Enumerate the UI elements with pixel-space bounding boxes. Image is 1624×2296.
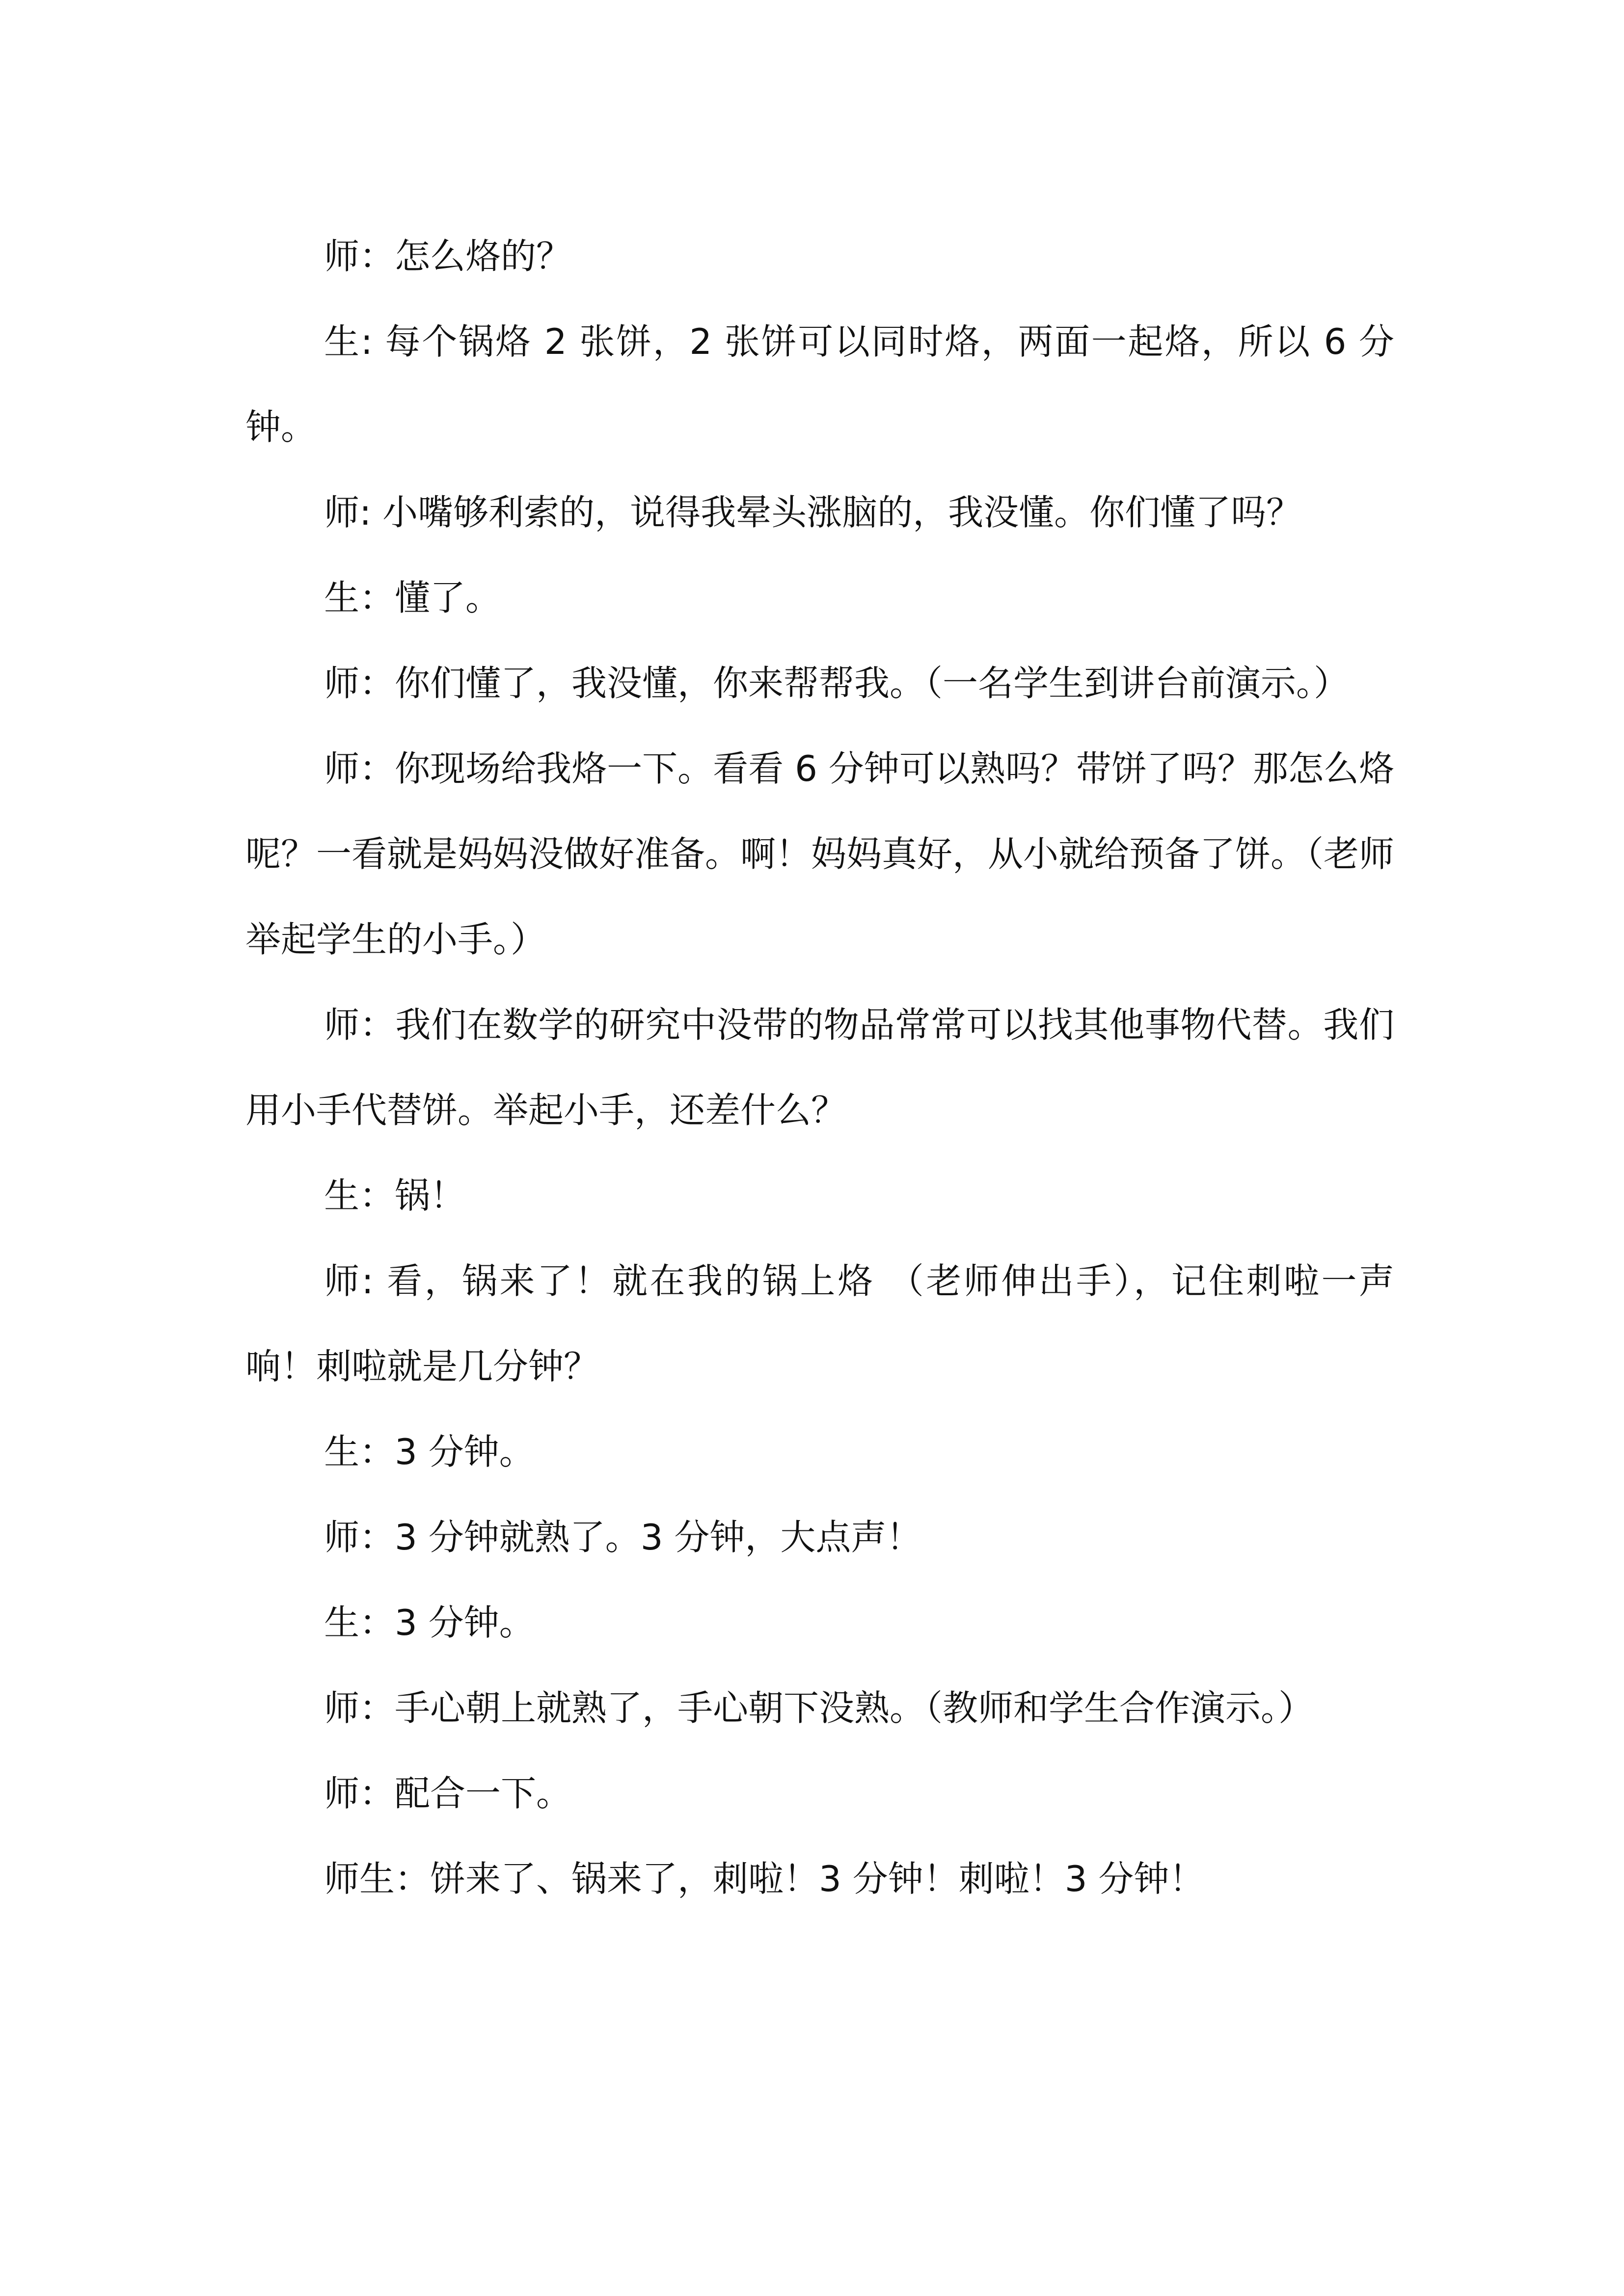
paragraph: 生：3 分钟。 <box>324 1431 535 1472</box>
dialogue-transcript <box>245 214 1394 1922</box>
paragraph: 师: 小嘴够利索的，说得我晕头涨脑的，我没懂。你们懂了吗？ <box>324 492 1302 533</box>
paragraph: 师：配合一下。 <box>324 1773 572 1814</box>
paragraph: 师：3 分钟就熟了。3 分钟，大点声！ <box>324 1517 922 1558</box>
paragraph: 师：怎么烙的？ <box>324 236 572 277</box>
paragraph: 生: 每个锅烙 2 张饼，2 张饼可以同时烙，两面一起烙，所以 6 分钟。 <box>245 321 1394 448</box>
paragraph: 师：你现场给我烙一下。看看 6 分钟可以熟吗？带饼了吗？那怎么烙呢？一看就是妈妈没做好准备。啊！妈妈真好，从小就给预备了饼。（老师举起学生的小手。） <box>245 748 1395 960</box>
paragraph: 师：你们懂了，我没懂，你来帮帮我。（一名学生到讲台前演示。） <box>324 663 1350 704</box>
paragraph: 师: 看，锅来了！就在我的锅上烙 （老师伸出手），记住刺啦一声响！刺啦就是几分钟？ <box>245 1260 1394 1387</box>
paragraph: 师：手心朝上就熟了，手心朝下没熟。（教师和学生合作演示。） <box>324 1687 1314 1729</box>
paragraph: 生：懂了。 <box>324 577 501 618</box>
paragraph: 师生：饼来了、锅来了，刺啦！3 分钟！刺啦！3 分钟！ <box>324 1858 1205 1899</box>
paragraph: 生：锅！ <box>324 1175 466 1216</box>
paragraph: 师：我们在数学的研究中没带的物品常常可以找其他事物代替。我们用小手代替饼。举起小手，还差什么？ <box>245 1004 1394 1131</box>
paragraph: 生：3 分钟。 <box>324 1602 535 1643</box>
